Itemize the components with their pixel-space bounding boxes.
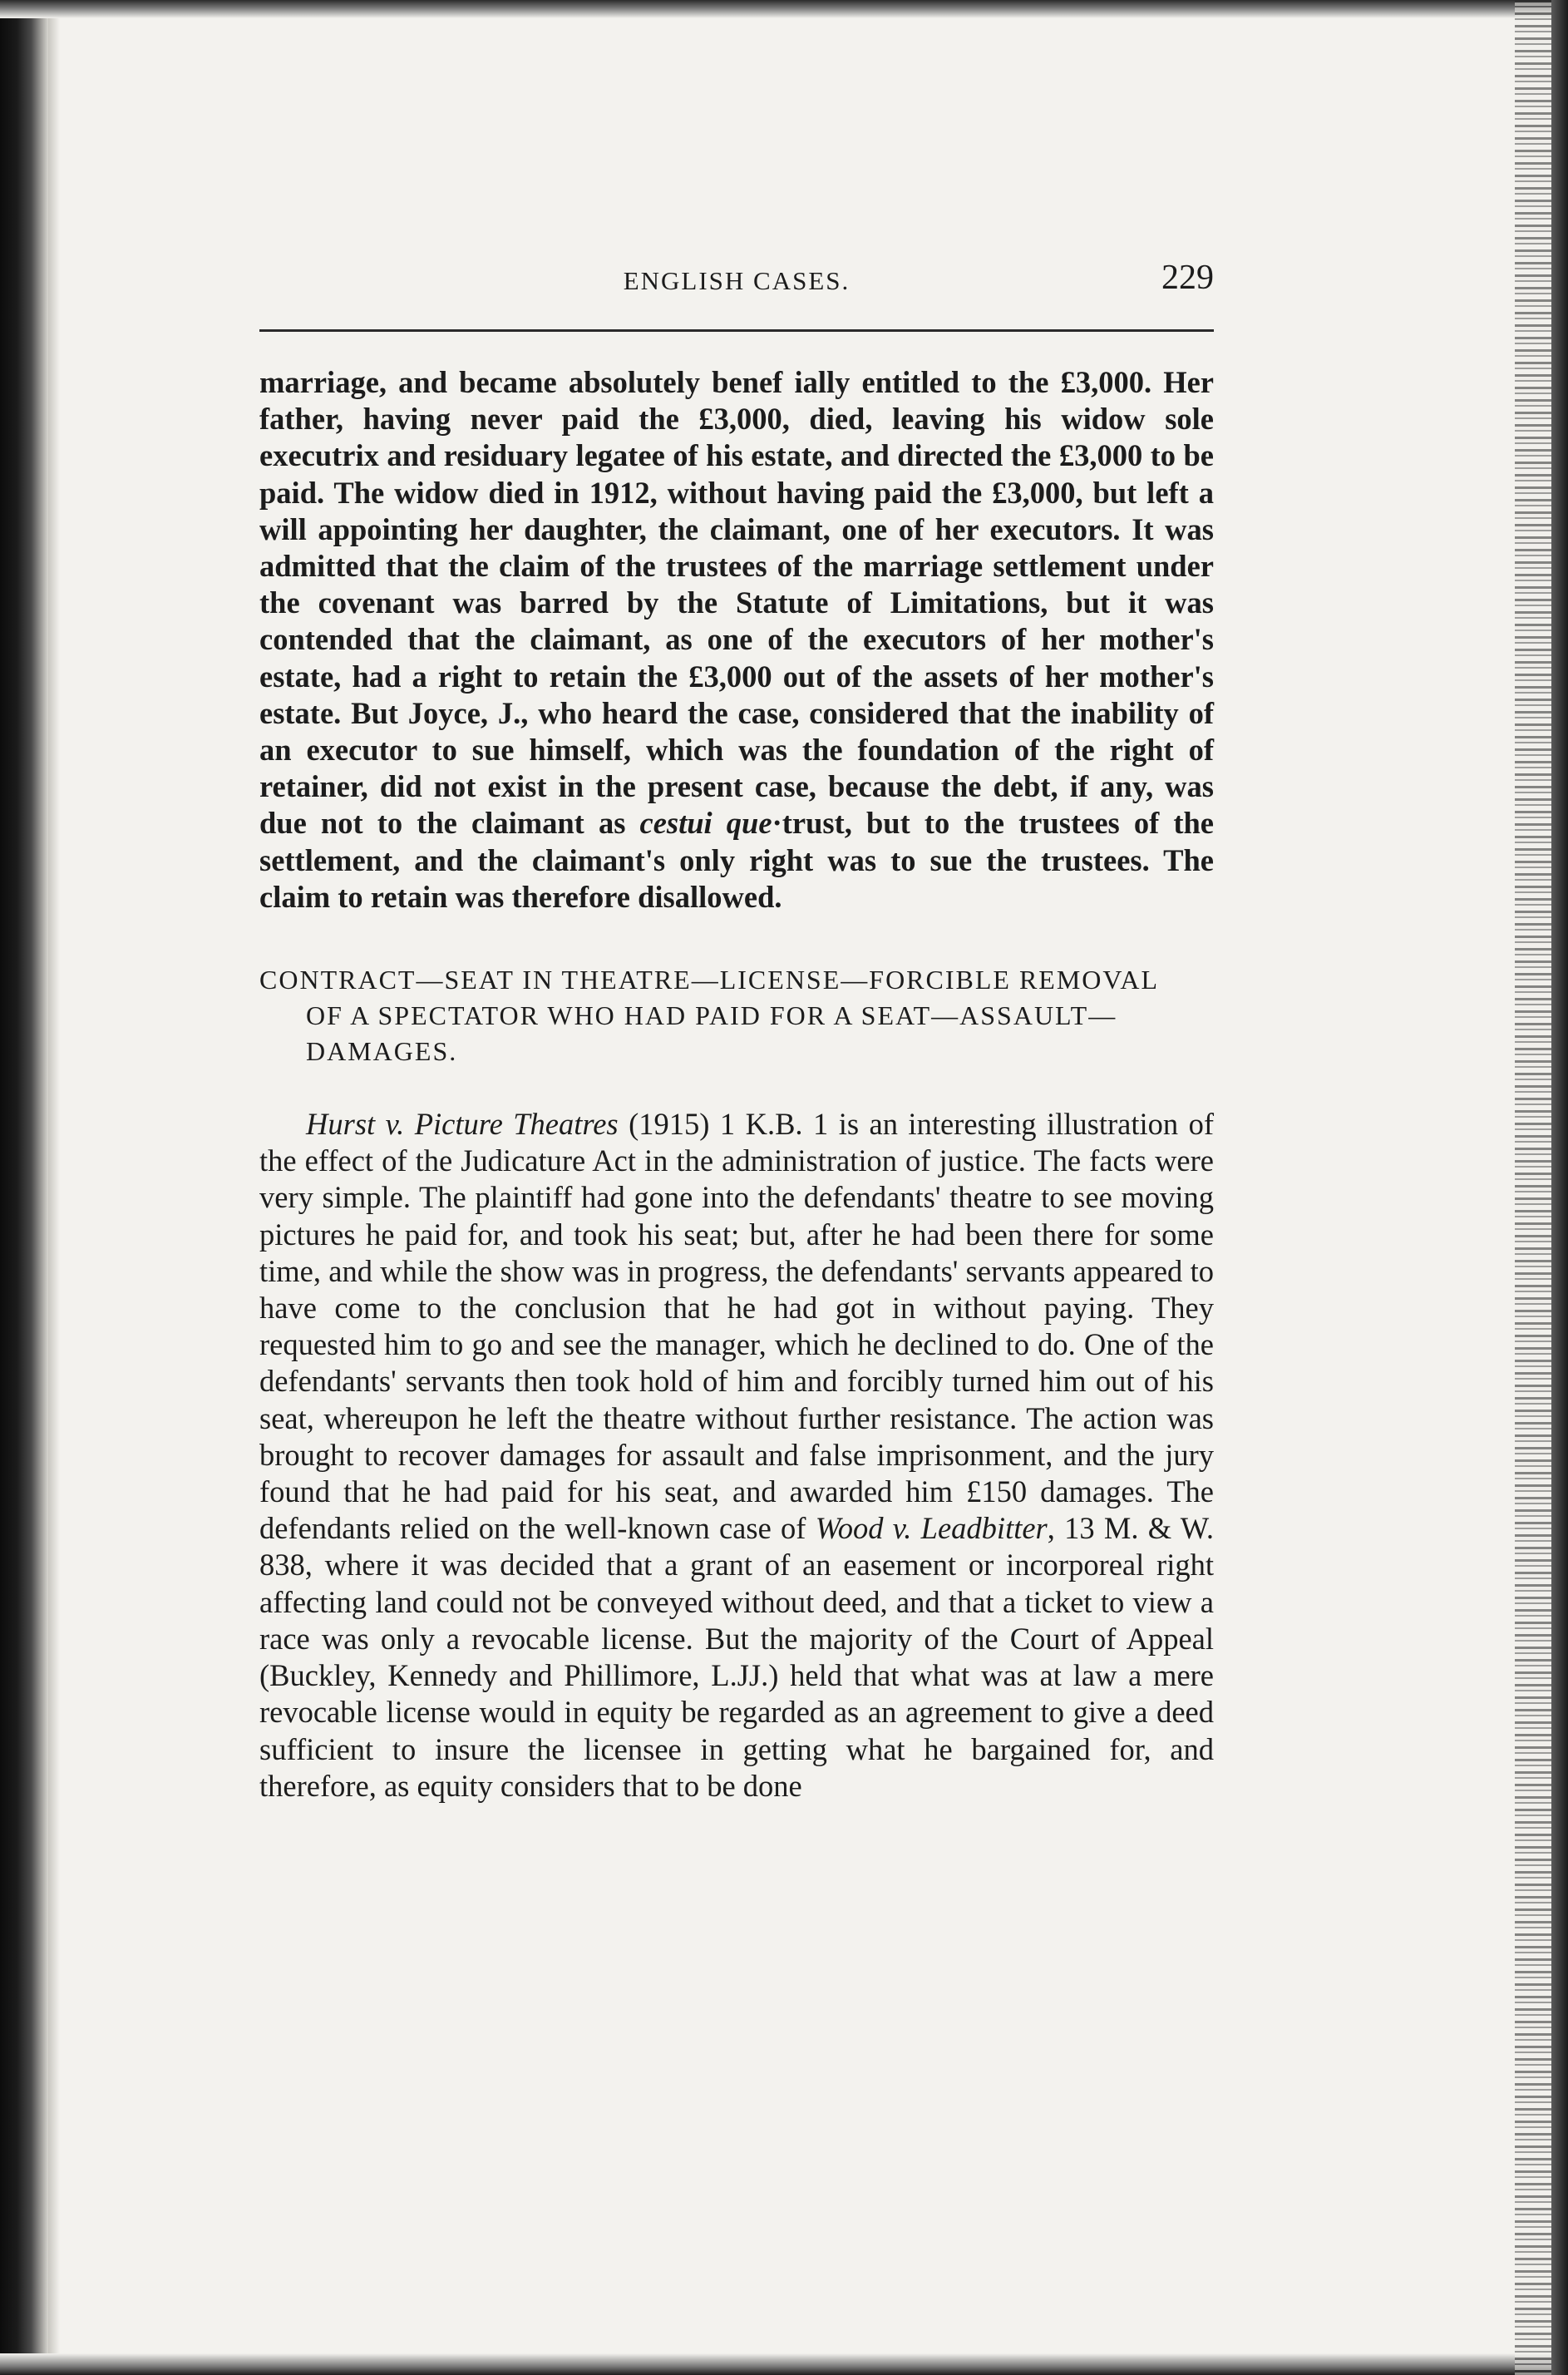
paragraph-1-italic: cestui que — [639, 806, 772, 841]
paragraph-continued — [259, 364, 1214, 916]
case-paragraph-text-a: (1915) 1 K.B. 1 is an interesting illustration of the effect of the Judicature Act in the administration of justice. The facts were very simple. The plaintiff had gone into the defendants' theatre to see moving pictures he paid for, and took his seat; but, after he had been there for some time, and while the show was in progress, the defendants' servants appeared to have come to the conclusion that he had got in without paying. They requested him to go and see the manager, which he declined to do. One of the defendants' servants then took hold of him and forcibly turned him out of his seat, whereupon he left the theatre without further resistance. The action was brought to recover damages for assault and false imprisonment, and the jury found that he had paid for his seat, and awarded him £150 damages. The defendants relied on the well-known case of — [259, 1107, 1214, 1546]
paragraph-1-text: marriage, and became absolutely benef ially entitled to the £3,000. Her father, having never paid the £3,000, died, leaving his widow sole executrix and residuary legatee of his estate, and directed the £3,000 to be paid. The widow died in 1912, without having paid the £3,000, but left a will appointing her daughter, the claimant, one of her executors. It was admitted that the claim of the trustees of the marriage settlement under the covenant was barred by the Statute of Limitations, but it was contended that the claimant, as one of the executors of her mother's estate, had a right to retain the £3,000 out of the assets of her mother's estate. But Joyce, J., who heard the case, considered that the inability of an executor to sue himself, which was the foundation of the right of retainer, did not exist in the present case, because the debt, if any, was due not to the claimant as — [259, 365, 1214, 841]
case-heading-line-2: OF A SPECTATOR WHO HAD PAID FOR A SEAT—ASSAULT— — [306, 1000, 1117, 1031]
scan-edge-bottom — [0, 2353, 1568, 2375]
scan-edge-top — [0, 0, 1568, 18]
body-text — [259, 364, 1214, 1805]
case-paragraph — [259, 1106, 1214, 1805]
scan-edge-right — [1551, 0, 1568, 2375]
binding-shadow — [48, 0, 60, 2375]
page-number: 229 — [1161, 259, 1214, 297]
case-paragraph-text-b: , 13 M. & W. 838, where it was decided that a grant of an easement or incorporeal right affecting land could not be conveyed without deed, and that a ticket to view a race was only a revocable license. But the majority of the Court of Appeal (Buckley, Kennedy and Phillimore, L.JJ.) held that what was at law a mere revocable license would in equity be regarded as an agreement to give a deed sufficient to insure the licensee in getting what he bargained for, and therefore, as equity considers that to be done — [259, 1511, 1214, 1803]
binding-edge-left — [0, 0, 48, 2375]
case-heading-line-1: CONTRACT—SEAT IN THEATRE—LICENSE—FORCIBLE REMOVAL — [259, 965, 1160, 995]
paragraph-1-end: ·trust, but to the trustees of the settlement, and the claimant's only right was to sue the trustees. The claim to retain was therefore disallowed. — [259, 806, 1215, 914]
running-head: ENGLISH CASES. — [623, 266, 851, 295]
case-heading — [259, 962, 1214, 1069]
header-rule — [259, 329, 1214, 332]
case-citation: Hurst v. Picture Theatres — [306, 1107, 619, 1142]
case-citation-2: Wood v. Leadbitter — [815, 1511, 1048, 1546]
case-heading-line-3: DAMAGES. — [306, 1036, 458, 1067]
page-header — [259, 259, 1214, 311]
